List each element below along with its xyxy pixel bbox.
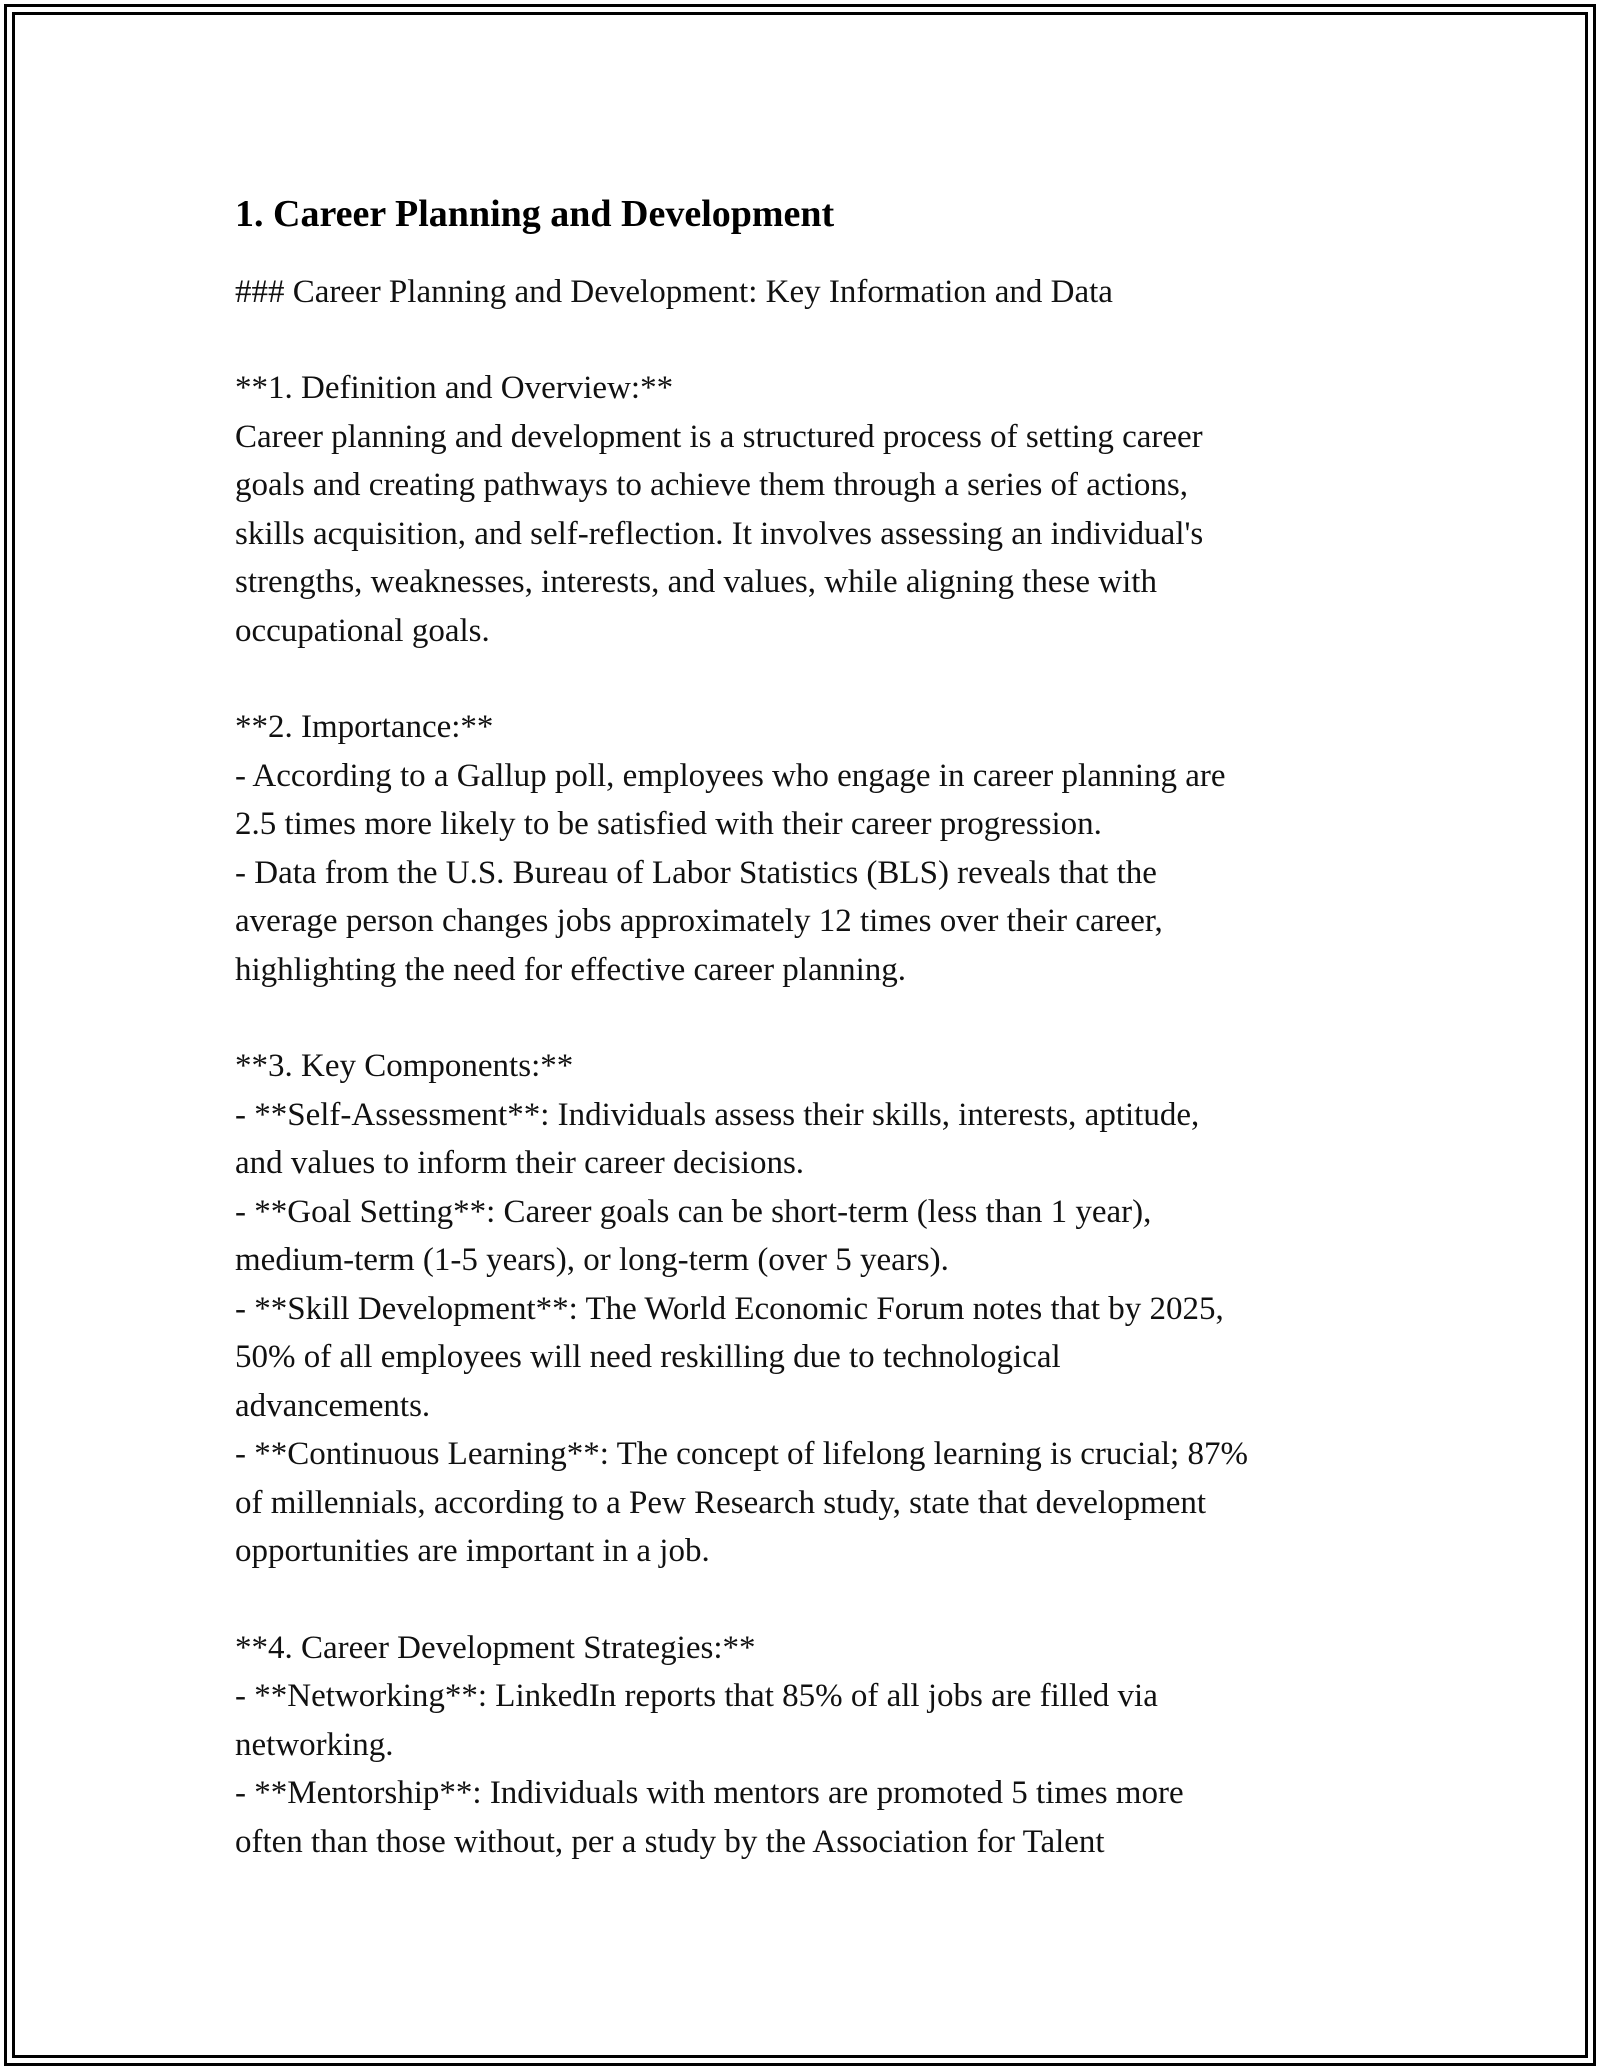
- section-definition: [235, 364, 1385, 655]
- section-heading: **2. Importance:**: [235, 709, 494, 745]
- text-line: medium-term (1-5 years), or long-term (over 5 years).: [235, 1242, 949, 1278]
- text-line: highlighting the need for effective career planning.: [235, 951, 907, 988]
- text-line: advancements.: [235, 1387, 431, 1424]
- text-line: - **Goal Setting**: Career goals can be short-term (less than 1 year),: [235, 1193, 1152, 1230]
- section-paragraph: [235, 1091, 1385, 1576]
- section-paragraph: [235, 413, 1385, 656]
- document-subtitle: ### Career Planning and Development: Key Information and Data: [235, 274, 1113, 310]
- section-heading: **1. Definition and Overview:**: [235, 370, 674, 406]
- text-line: goals and creating pathways to achieve them through a series of actions,: [235, 467, 1189, 503]
- text-line: - According to a Gallup poll, employees who engage in career planning are: [235, 757, 1226, 794]
- section-paragraph: [235, 1672, 1385, 1866]
- text-line: and values to inform their career decisions.: [235, 1145, 805, 1181]
- document-title: 1. Career Planning and Development: [235, 193, 835, 235]
- section-strategies: [235, 1624, 1385, 1867]
- text-line: occupational goals.: [235, 612, 490, 649]
- text-line: - Data from the U.S. Bureau of Labor Statistics (BLS) reveals that the: [235, 854, 1157, 891]
- text-line: - **Mentorship**: Individuals with mentors are promoted 5 times more: [235, 1775, 1184, 1811]
- text-line: - **Networking**: LinkedIn reports that 85% of all jobs are filled via: [235, 1678, 1158, 1714]
- document-body: [235, 188, 1385, 1866]
- text-line: Career planning and development is a structured process of setting career: [235, 418, 1203, 455]
- section-importance: [235, 703, 1385, 994]
- text-line: networking.: [235, 1726, 394, 1763]
- section-paragraph: [235, 752, 1385, 995]
- text-line: 2.5 times more likely to be satisfied with their career progression.: [235, 806, 1102, 842]
- text-line: strengths, weaknesses, interests, and values, while aligning these with: [235, 564, 1157, 600]
- section-key-components: [235, 1042, 1385, 1576]
- text-line: - **Skill Development**: The World Economic Forum notes that by 2025,: [235, 1290, 1224, 1327]
- text-line: - **Continuous Learning**: The concept of lifelong learning is crucial; 87%: [235, 1436, 1248, 1472]
- text-line: opportunities are important in a job.: [235, 1533, 710, 1569]
- text-line: - **Self-Assessment**: Individuals assess their skills, interests, aptitude,: [235, 1096, 1200, 1133]
- section-heading: **4. Career Development Strategies:**: [235, 1629, 756, 1666]
- text-line: skills acquisition, and self-reflection. It involves assessing an individual's: [235, 515, 1204, 552]
- section-heading: **3. Key Components:**: [235, 1048, 574, 1084]
- text-line: 50% of all employees will need reskilling due to technological: [235, 1339, 1061, 1375]
- text-line: average person changes jobs approximately 12 times over their career,: [235, 903, 1163, 939]
- text-line: of millennials, according to a Pew Research study, state that development: [235, 1484, 1207, 1521]
- text-line: often than those without, per a study by the Association for Talent: [235, 1823, 1105, 1860]
